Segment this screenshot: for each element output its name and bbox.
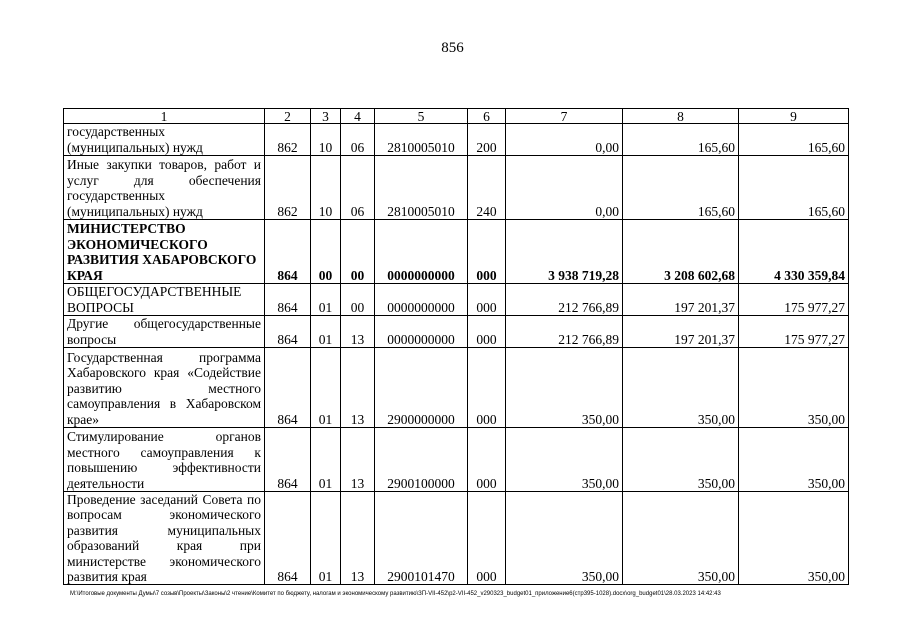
cell-amount-col7: 0,00: [506, 156, 623, 220]
cell-section: 01: [311, 492, 341, 585]
cell-subsection: 13: [341, 316, 375, 348]
cell-amount-col7: 350,00: [506, 492, 623, 585]
cell-amount-col7: 350,00: [506, 348, 623, 428]
cell-amount-col8: 197 201,37: [623, 316, 739, 348]
column-header: 5: [375, 109, 468, 124]
cell-admin-code: 864: [265, 428, 311, 492]
cell-amount-col7: 350,00: [506, 428, 623, 492]
table-row: [64, 284, 849, 316]
cell-amount-col9: 350,00: [739, 348, 849, 428]
cell-admin-code: 862: [265, 156, 311, 220]
row-name: государственных (муниципальных) нужд: [64, 124, 265, 156]
cell-amount-col7: 212 766,89: [506, 284, 623, 316]
cell-admin-code: 864: [265, 492, 311, 585]
column-header: 7: [506, 109, 623, 124]
cell-amount-col8: 3 208 602,68: [623, 220, 739, 284]
cell-amount-col8: 350,00: [623, 428, 739, 492]
cell-subsection: 00: [341, 220, 375, 284]
cell-amount-col9: 350,00: [739, 492, 849, 585]
cell-amount-col9: 165,60: [739, 156, 849, 220]
column-header: 1: [64, 109, 265, 124]
cell-amount-col8: 165,60: [623, 156, 739, 220]
cell-section: 00: [311, 220, 341, 284]
cell-amount-col7: 212 766,89: [506, 316, 623, 348]
cell-amount-col8: 350,00: [623, 348, 739, 428]
budget-table: [63, 108, 849, 585]
table-row: [64, 220, 849, 284]
cell-admin-code: 864: [265, 284, 311, 316]
cell-subsection: 00: [341, 284, 375, 316]
cell-section: 01: [311, 428, 341, 492]
table-row: [64, 492, 849, 585]
cell-amount-col9: 350,00: [739, 428, 849, 492]
cell-subsection: 06: [341, 156, 375, 220]
column-header: 9: [739, 109, 849, 124]
row-name: Другие общегосударственные вопросы: [64, 316, 265, 348]
column-header: 2: [265, 109, 311, 124]
cell-target-article: 0000000000: [375, 284, 468, 316]
cell-amount-col7: 3 938 719,28: [506, 220, 623, 284]
row-name: Стимулирование органов местного самоуправления к повышению эффективности деятельности: [64, 428, 265, 492]
row-name: ОБЩЕГОСУДАРСТВЕННЫЕ ВОПРОСЫ: [64, 284, 265, 316]
row-name: Проведение заседаний Совета по вопросам экономического развития муниципальных образований края при министерстве экономического развития края: [64, 492, 265, 585]
cell-target-article: 2900101470: [375, 492, 468, 585]
cell-expense-type: 000: [468, 492, 506, 585]
cell-section: 01: [311, 284, 341, 316]
cell-section: 10: [311, 124, 341, 156]
cell-expense-type: 000: [468, 428, 506, 492]
cell-amount-col9: 175 977,27: [739, 316, 849, 348]
table-row: [64, 316, 849, 348]
cell-subsection: 13: [341, 428, 375, 492]
cell-expense-type: 000: [468, 284, 506, 316]
cell-admin-code: 862: [265, 124, 311, 156]
cell-target-article: 2810005010: [375, 156, 468, 220]
cell-subsection: 13: [341, 348, 375, 428]
cell-amount-col9: 4 330 359,84: [739, 220, 849, 284]
cell-amount-col8: 350,00: [623, 492, 739, 585]
cell-section: 01: [311, 316, 341, 348]
column-header: 4: [341, 109, 375, 124]
cell-amount-col7: 0,00: [506, 124, 623, 156]
row-name: Иные закупки товаров, работ и услуг для обеспечения государственных (муниципальных) нужд: [64, 156, 265, 220]
cell-subsection: 13: [341, 492, 375, 585]
row-name: Государственная программа Хабаровского края «Содействие развитию местного самоуправления в Хабаровском крае»: [64, 348, 265, 428]
column-header: 8: [623, 109, 739, 124]
cell-amount-col9: 175 977,27: [739, 284, 849, 316]
cell-admin-code: 864: [265, 220, 311, 284]
cell-admin-code: 864: [265, 348, 311, 428]
table-row: [64, 156, 849, 220]
table-header-row: [64, 109, 849, 124]
cell-admin-code: 864: [265, 316, 311, 348]
column-header: 6: [468, 109, 506, 124]
cell-amount-col8: 165,60: [623, 124, 739, 156]
cell-target-article: 0000000000: [375, 316, 468, 348]
cell-expense-type: 240: [468, 156, 506, 220]
cell-target-article: 2900000000: [375, 348, 468, 428]
file-path-footer: М:\Итоговые документы Думы\7 созыв\Проекты\Законы\2 чтение\Комитет по бюджету, налогам и экономическому развитию\ЗП-VII-452\р2-VII-452_v290323_budget01_приложение6(стр395-1028).docx\org_budget01\28.03.2023 14:42:43: [70, 591, 721, 597]
cell-target-article: 2810005010: [375, 124, 468, 156]
cell-section: 01: [311, 348, 341, 428]
cell-target-article: 2900100000: [375, 428, 468, 492]
cell-expense-type: 000: [468, 348, 506, 428]
cell-amount-col8: 197 201,37: [623, 284, 739, 316]
page-number: 856: [441, 40, 464, 56]
table-row: [64, 348, 849, 428]
cell-expense-type: 200: [468, 124, 506, 156]
cell-target-article: 0000000000: [375, 220, 468, 284]
cell-subsection: 06: [341, 124, 375, 156]
cell-amount-col9: 165,60: [739, 124, 849, 156]
cell-section: 10: [311, 156, 341, 220]
column-header: 3: [311, 109, 341, 124]
cell-expense-type: 000: [468, 316, 506, 348]
cell-expense-type: 000: [468, 220, 506, 284]
row-name: МИНИСТЕРСТВО ЭКОНОМИЧЕСКОГО РАЗВИТИЯ ХАБАРОВСКОГО КРАЯ: [64, 220, 265, 284]
table-row: [64, 124, 849, 156]
table-row: [64, 428, 849, 492]
